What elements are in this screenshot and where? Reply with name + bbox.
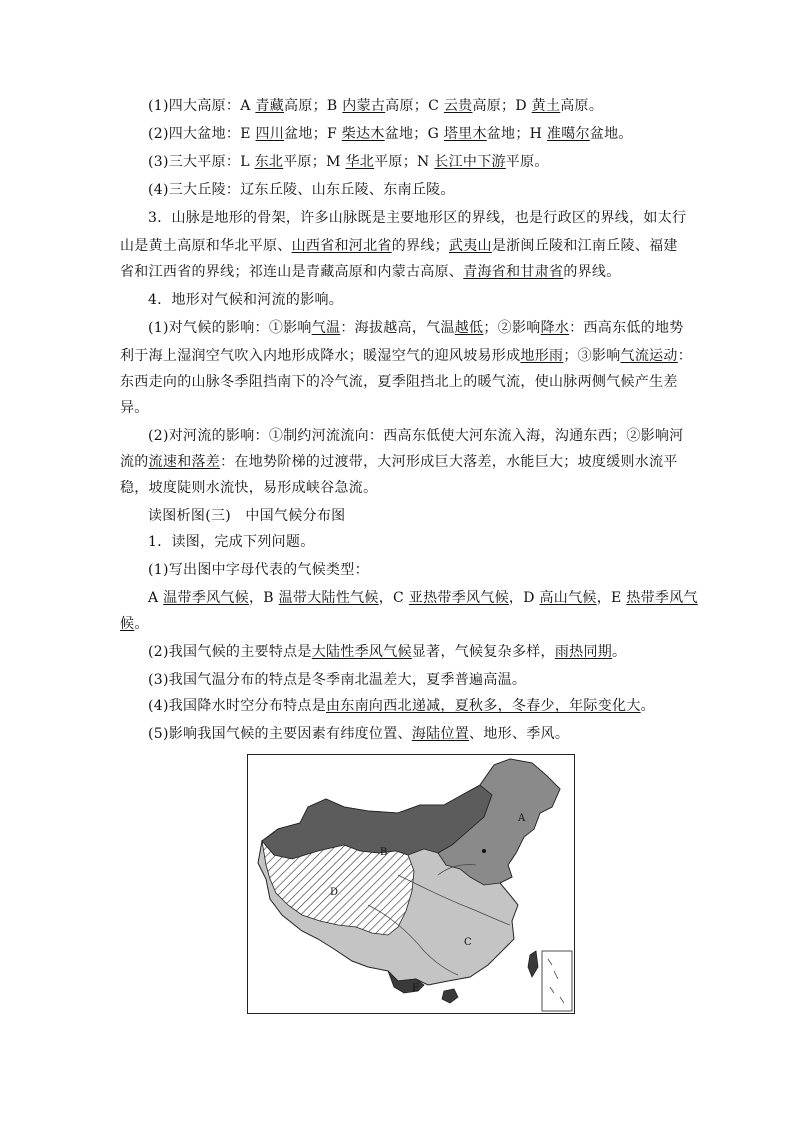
south-china-sea-inset bbox=[542, 951, 572, 1011]
text-line bbox=[148, 208, 686, 228]
text-span: (2)对河流的影响：①制约河流流向：西高东低使大河东流入海，沟通东西；②影响河 bbox=[148, 428, 684, 444]
text-line bbox=[120, 398, 149, 418]
underlined-answer: 由东南向西北递减，夏秋多，冬春少，年际变化大 bbox=[326, 698, 641, 714]
text-line bbox=[148, 724, 569, 744]
underlined-answer: 云贵 bbox=[443, 98, 473, 114]
text-span: 高原。 bbox=[560, 98, 604, 114]
text-span: 稳，坡度陡则水流快，易形成峡谷急流。 bbox=[120, 480, 378, 496]
underlined-answer: 大陆性季风气候 bbox=[311, 644, 412, 660]
text-line bbox=[120, 452, 678, 472]
text-line bbox=[148, 318, 684, 338]
text-line bbox=[120, 478, 377, 498]
underlined-answer: 柴达木 bbox=[341, 126, 385, 142]
text-span: 。 bbox=[134, 616, 149, 632]
underlined-answer: 东北 bbox=[254, 154, 284, 170]
label-B: B bbox=[380, 847, 388, 858]
text-span: ，C bbox=[378, 590, 409, 606]
underlined-answer: 塔里木 bbox=[443, 126, 487, 142]
text-span: (4)三大丘陵：辽东丘陵、山东丘陵、东南丘陵。 bbox=[148, 182, 455, 198]
text-span: ，B bbox=[248, 590, 279, 606]
underlined-answer: 黄土 bbox=[531, 98, 561, 114]
underlined-answer: 四川 bbox=[255, 126, 285, 142]
text-line bbox=[148, 560, 369, 580]
underlined-answer: 青海省和甘肃省 bbox=[463, 264, 564, 280]
text-span: 高原；C bbox=[385, 98, 444, 114]
underlined-answer: 武夷山 bbox=[448, 238, 492, 254]
text-line bbox=[148, 290, 343, 310]
label-D: D bbox=[330, 887, 339, 898]
text-line bbox=[148, 180, 455, 200]
text-line bbox=[120, 262, 621, 282]
text-span: 3．山脉是地形的骨架，许多山脉既是主要地形区的界线，也是行政区的界线，如太行 bbox=[148, 210, 687, 226]
label-A: A bbox=[518, 813, 526, 824]
text-line bbox=[148, 506, 345, 526]
beijing-marker bbox=[482, 849, 486, 853]
text-span: 。 bbox=[640, 698, 655, 714]
underlined-answer: 长江中下游 bbox=[434, 154, 506, 170]
underlined-answer: 降水 bbox=[540, 320, 570, 336]
text-span: ；②影响 bbox=[483, 320, 541, 336]
text-span: 的界线。 bbox=[563, 264, 621, 280]
text-span: 读图析图(三) 中国气候分布图 bbox=[148, 508, 346, 524]
text-span: ：西高东低的地势 bbox=[569, 320, 684, 336]
underlined-answer: 流速和落差 bbox=[148, 454, 221, 470]
underlined-answer: 内蒙古 bbox=[342, 98, 386, 114]
text-span: (1)四大高原：A bbox=[148, 98, 256, 114]
text-span: (1)写出图中字母代表的气候类型： bbox=[148, 562, 369, 578]
text-span: ，E bbox=[596, 590, 627, 606]
text-span: 平原；N bbox=[374, 154, 435, 170]
text-line bbox=[120, 346, 692, 366]
underlined-answer: 华北 bbox=[345, 154, 375, 170]
text-line bbox=[120, 372, 678, 392]
label-E: E bbox=[412, 983, 420, 994]
text-span: ： bbox=[677, 348, 693, 364]
text-span: 高原；D bbox=[472, 98, 532, 114]
island-taiwan bbox=[528, 951, 538, 977]
text-span: 4．地形对气候和河流的影响。 bbox=[148, 292, 344, 308]
text-span: 东西走向的山脉冬季阻挡南下的冷气流，夏季阻挡北上的暖气流，使山脉两侧气候产生差 bbox=[120, 374, 678, 390]
underlined-answer: 雨热同期 bbox=[554, 644, 613, 660]
text-span: (2)我国气候的主要特点是 bbox=[148, 644, 312, 660]
text-span: (2)四大盆地：E bbox=[148, 126, 256, 142]
underlined-answer: 地形雨 bbox=[520, 348, 564, 364]
text-span: (1)对气候的影响：①影响 bbox=[148, 320, 312, 336]
text-span: ：在地势阶梯的过渡带，大河形成巨大落差，水能巨大；坡度缓则水流平 bbox=[220, 454, 678, 470]
text-line bbox=[148, 696, 655, 716]
underlined-answer: 温带季风气候 bbox=[163, 590, 249, 606]
text-span: 盆地；H bbox=[486, 126, 547, 142]
text-span: 盆地；G bbox=[384, 126, 444, 142]
text-span: 是浙闽丘陵和江南丘陵、福建 bbox=[491, 238, 678, 254]
underlined-answer: 候 bbox=[120, 616, 135, 632]
text-span: 省和江西省的界线；祁连山是青藏高原和内蒙古高原、 bbox=[120, 264, 464, 280]
text-span: 平原；M bbox=[283, 154, 346, 170]
text-line bbox=[148, 152, 549, 172]
text-span: (3)我国气温分布的特点是冬季南北温差大，夏季普遍高温。 bbox=[148, 672, 527, 688]
text-span: 利于海上湿润空气吹入内地形成降水；暖湿空气的迎风坡易形成 bbox=[120, 348, 521, 364]
text-span: 流的 bbox=[120, 454, 149, 470]
text-span: A bbox=[148, 590, 164, 606]
underlined-answer: 温带大陆性气候 bbox=[278, 590, 379, 606]
text-span: 、地形、季风。 bbox=[469, 726, 570, 742]
underlined-answer: 气流运动 bbox=[620, 348, 678, 364]
text-span: ；③影响 bbox=[563, 348, 621, 364]
text-line bbox=[148, 96, 603, 116]
text-span: (4)我国降水时空分布特点是 bbox=[148, 698, 327, 714]
text-span: 盆地；F bbox=[284, 126, 342, 142]
text-span: 显著，气候复杂多样， bbox=[411, 644, 555, 660]
text-span: (5)影响我国气候的主要因素有纬度位置、 bbox=[148, 726, 412, 742]
text-line bbox=[148, 670, 526, 690]
text-span: 的界线； bbox=[391, 238, 449, 254]
text-span: 。 bbox=[612, 644, 627, 660]
text-line bbox=[148, 426, 684, 446]
text-span: (3)三大平原：L bbox=[148, 154, 255, 170]
underlined-answer: 高山气候 bbox=[539, 590, 597, 606]
text-span: ，D bbox=[508, 590, 540, 606]
text-span: 1．读图，完成下列问题。 bbox=[148, 534, 315, 550]
text-span: 平原。 bbox=[505, 154, 549, 170]
text-line bbox=[120, 614, 149, 634]
text-span: 山是黄土高原和华北平原、 bbox=[120, 238, 292, 254]
text-line bbox=[120, 236, 678, 256]
text-span: 异。 bbox=[120, 400, 149, 416]
text-span: 高原；B bbox=[284, 98, 343, 114]
text-span: ：海拔越高，气温 bbox=[340, 320, 455, 336]
text-span: 盆地。 bbox=[589, 126, 633, 142]
china-climate-map bbox=[247, 754, 575, 1014]
text-line bbox=[148, 532, 315, 552]
underlined-answer: 准噶尔 bbox=[546, 126, 590, 142]
label-C: C bbox=[464, 937, 472, 948]
underlined-answer: 亚热带季风气候 bbox=[408, 590, 509, 606]
island-hainan bbox=[442, 989, 458, 1003]
text-line bbox=[148, 642, 626, 662]
underlined-answer: 越低 bbox=[454, 320, 484, 336]
text-line bbox=[148, 124, 633, 144]
underlined-answer: 气温 bbox=[311, 320, 341, 336]
climate-map-svg bbox=[248, 755, 574, 1013]
underlined-answer: 青藏 bbox=[255, 98, 285, 114]
underlined-answer: 山西省和河北省 bbox=[291, 238, 392, 254]
underlined-answer: 海陆位置 bbox=[411, 726, 470, 742]
text-line bbox=[148, 588, 698, 608]
underlined-answer: 热带季风气 bbox=[626, 590, 698, 606]
